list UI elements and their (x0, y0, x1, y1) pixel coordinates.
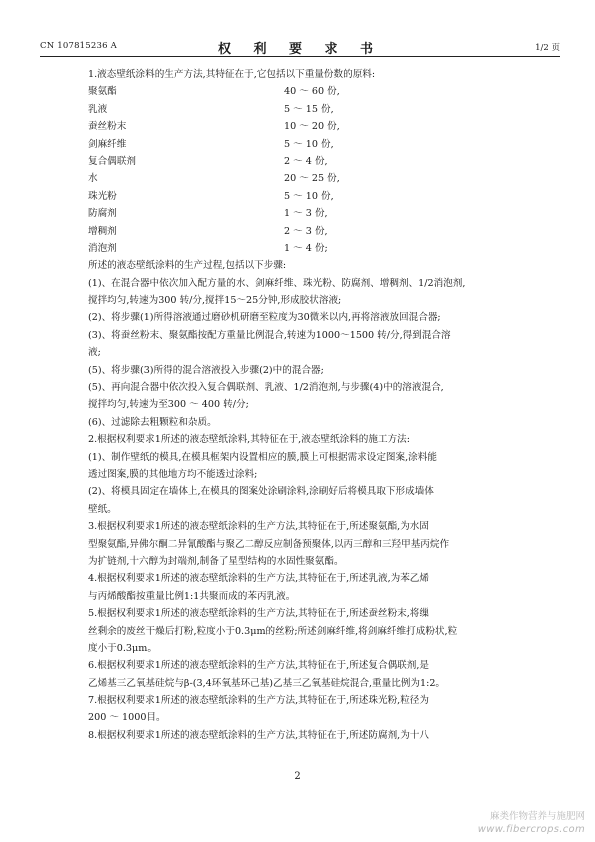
watermark (478, 810, 585, 836)
ingredient-name: 防腐剂 (88, 208, 117, 220)
ingredient-list (88, 83, 508, 257)
claim3-line: 为扩链剂,十六醇为封端剂,制备了星型结构的水固性聚氨酯。 (88, 555, 344, 567)
claim5-line: 5.根据权利要求1所述的液态壁纸涂料的生产方法,其特征在于,所述蚕丝粉末,将缫 (88, 608, 429, 620)
ingredient-row (88, 170, 508, 187)
step-line: (3)、将蚕丝粉末、聚氨酯按配方重量比例混合,转速为1000～1500 转/分,得到混合溶 (88, 329, 451, 341)
page-header (40, 38, 560, 57)
ingredient-row (88, 101, 508, 118)
ingredient-row (88, 240, 508, 257)
step-line: 搅拌均匀,转速为至300 ～ 400 转/分; (88, 399, 249, 411)
watermark-url: www.fibercrops.com (477, 824, 585, 835)
ingredient-amount: 1 ～ 4 份; (284, 242, 328, 254)
ingredient-name: 消泡剂 (88, 242, 117, 254)
ingredient-name: 蚕丝粉末 (88, 121, 127, 133)
claims-body (88, 66, 508, 744)
claim7-line: 200 ～ 1000目。 (88, 712, 166, 724)
ingredient-name: 珠光粉 (88, 190, 117, 202)
claim2-line: (2)、将模具固定在墙体上,在模具的图案处涂刷涂料,涂刷好后将模具取下形成墙体 (88, 486, 434, 498)
ingredient-name: 水 (88, 173, 98, 185)
ingredient-amount: 40 ～ 60 份, (284, 86, 340, 98)
doc-number: CN 107815236 A (40, 41, 117, 51)
claim1-intro: 1.液态壁纸涂料的生产方法,其特征在于,它包括以下重量份数的原料: (88, 69, 376, 80)
claim4-line: 4.根据权利要求1所述的液态壁纸涂料的生产方法,其特征在于,所述乳液,为苯乙烯 (88, 573, 429, 585)
ingredient-amount: 5 ～ 10 份, (284, 190, 334, 202)
claim2-line: (1)、制作壁纸的模具,在模具框架内设置相应的膜,膜上可根据需求设定图案,涂料能 (88, 451, 437, 463)
step-line: 液; (88, 347, 101, 359)
ingredient-row (88, 188, 508, 205)
ingredient-amount: 20 ～ 25 份, (284, 173, 340, 185)
other-claims (88, 431, 508, 744)
ingredient-name: 剑麻纤维 (88, 138, 127, 150)
step-line: (1)、在混合器中依次加入配方量的水、剑麻纤维、珠光粉、防腐剂、增稠剂、1/2消泡剂, (88, 277, 466, 289)
doc-title: 权 利 要 求 书 (217, 42, 383, 57)
ingredient-name: 复合偶联剂 (88, 155, 136, 167)
ingredient-row (88, 83, 508, 100)
step-line: 搅拌均匀,转速为300 转/分,搅拌15～25分钟,形成胶状溶液; (88, 295, 342, 307)
ingredient-name: 聚氨酯 (88, 86, 117, 98)
claim2-line: 2.根据权利要求1所述的液态壁纸涂料,其特征在于,液态壁纸涂料的施工方法: (88, 434, 410, 446)
page-number: 2 (294, 771, 301, 782)
header-rule (40, 56, 560, 57)
ingredient-amount: 1 ～ 3 份, (284, 208, 328, 220)
ingredient-row (88, 223, 508, 240)
ingredient-row (88, 118, 508, 135)
claim3-line: 型聚氨酯,异佛尔酮二异氰酸酯与聚乙二醇反应制备预聚体,以丙三醇和三羟甲基丙烷作 (88, 538, 450, 550)
ingredient-amount: 2 ～ 3 份, (284, 225, 328, 237)
page-info: 1/2 页 (535, 43, 560, 53)
ingredient-amount: 5 ～ 10 份, (284, 138, 334, 150)
ingredient-row (88, 205, 508, 222)
process-intro: 所述的液态壁纸涂料的生产过程,包括以下步骤: (88, 260, 287, 272)
ingredient-name: 增稠剂 (88, 225, 117, 237)
claim2-line: 透过图案,膜的其他地方均不能透过涂料; (88, 468, 258, 480)
ingredient-amount: 10 ～ 20 份, (284, 121, 340, 133)
ingredient-row (88, 153, 508, 170)
claim2-line: 壁纸。 (88, 503, 117, 515)
ingredient-amount: 2 ～ 4 份, (284, 155, 328, 167)
step-line: (5)、再向混合器中依次投入复合偶联剂、乳液、1/2消泡剂,与步骤(4)中的溶液混合, (88, 382, 444, 394)
step-line: (5)、将步骤(3)所得的混合溶液投入步骤(2)中的混合器; (88, 364, 324, 376)
claim5-line: 丝剩余的废丝干燥后打粉,粒度小于0.3μm的丝粉;所述剑麻纤维,将剑麻纤维打成粉状,粒 (88, 625, 458, 637)
ingredient-row (88, 136, 508, 153)
step-line: (2)、将步骤(1)所得溶液通过磨砂机研磨至粒度为30微米以内,再将溶液放回混合器; (88, 312, 441, 324)
step-line: (6)、过滤除去粗颗粒和杂质。 (88, 416, 217, 428)
claim3-line: 3.根据权利要求1所述的液态壁纸涂料的生产方法,其特征在于,所述聚氨酯,为水固 (88, 521, 429, 533)
watermark-cn: 麻类作物营养与施肥网 (489, 811, 585, 822)
ingredient-name: 乳液 (88, 103, 108, 115)
claim6-line: 乙烯基三乙氧基硅烷与β-(3,4环氧基环己基)乙基三乙氧基硅烷混合,重量比例为1:2。 (88, 677, 446, 689)
ingredient-amount: 5 ～ 15 份, (284, 103, 334, 115)
process-steps (88, 275, 508, 432)
claim7-line: 7.根据权利要求1所述的液态壁纸涂料的生产方法,其特征在于,所述珠光粉,粒径为 (88, 695, 429, 707)
claim6-line: 6.根据权利要求1所述的液态壁纸涂料的生产方法,其特征在于,所述复合偶联剂,是 (88, 660, 429, 672)
claim8-line: 8.根据权利要求1所述的液态壁纸涂料的生产方法,其特征在于,所述防腐剂,为十八 (88, 729, 429, 741)
claim5-line: 度小于0.3μm。 (88, 642, 157, 654)
claim4-line: 与丙烯酸酯按重量比例1:1共聚而成的苯丙乳液。 (88, 590, 296, 602)
